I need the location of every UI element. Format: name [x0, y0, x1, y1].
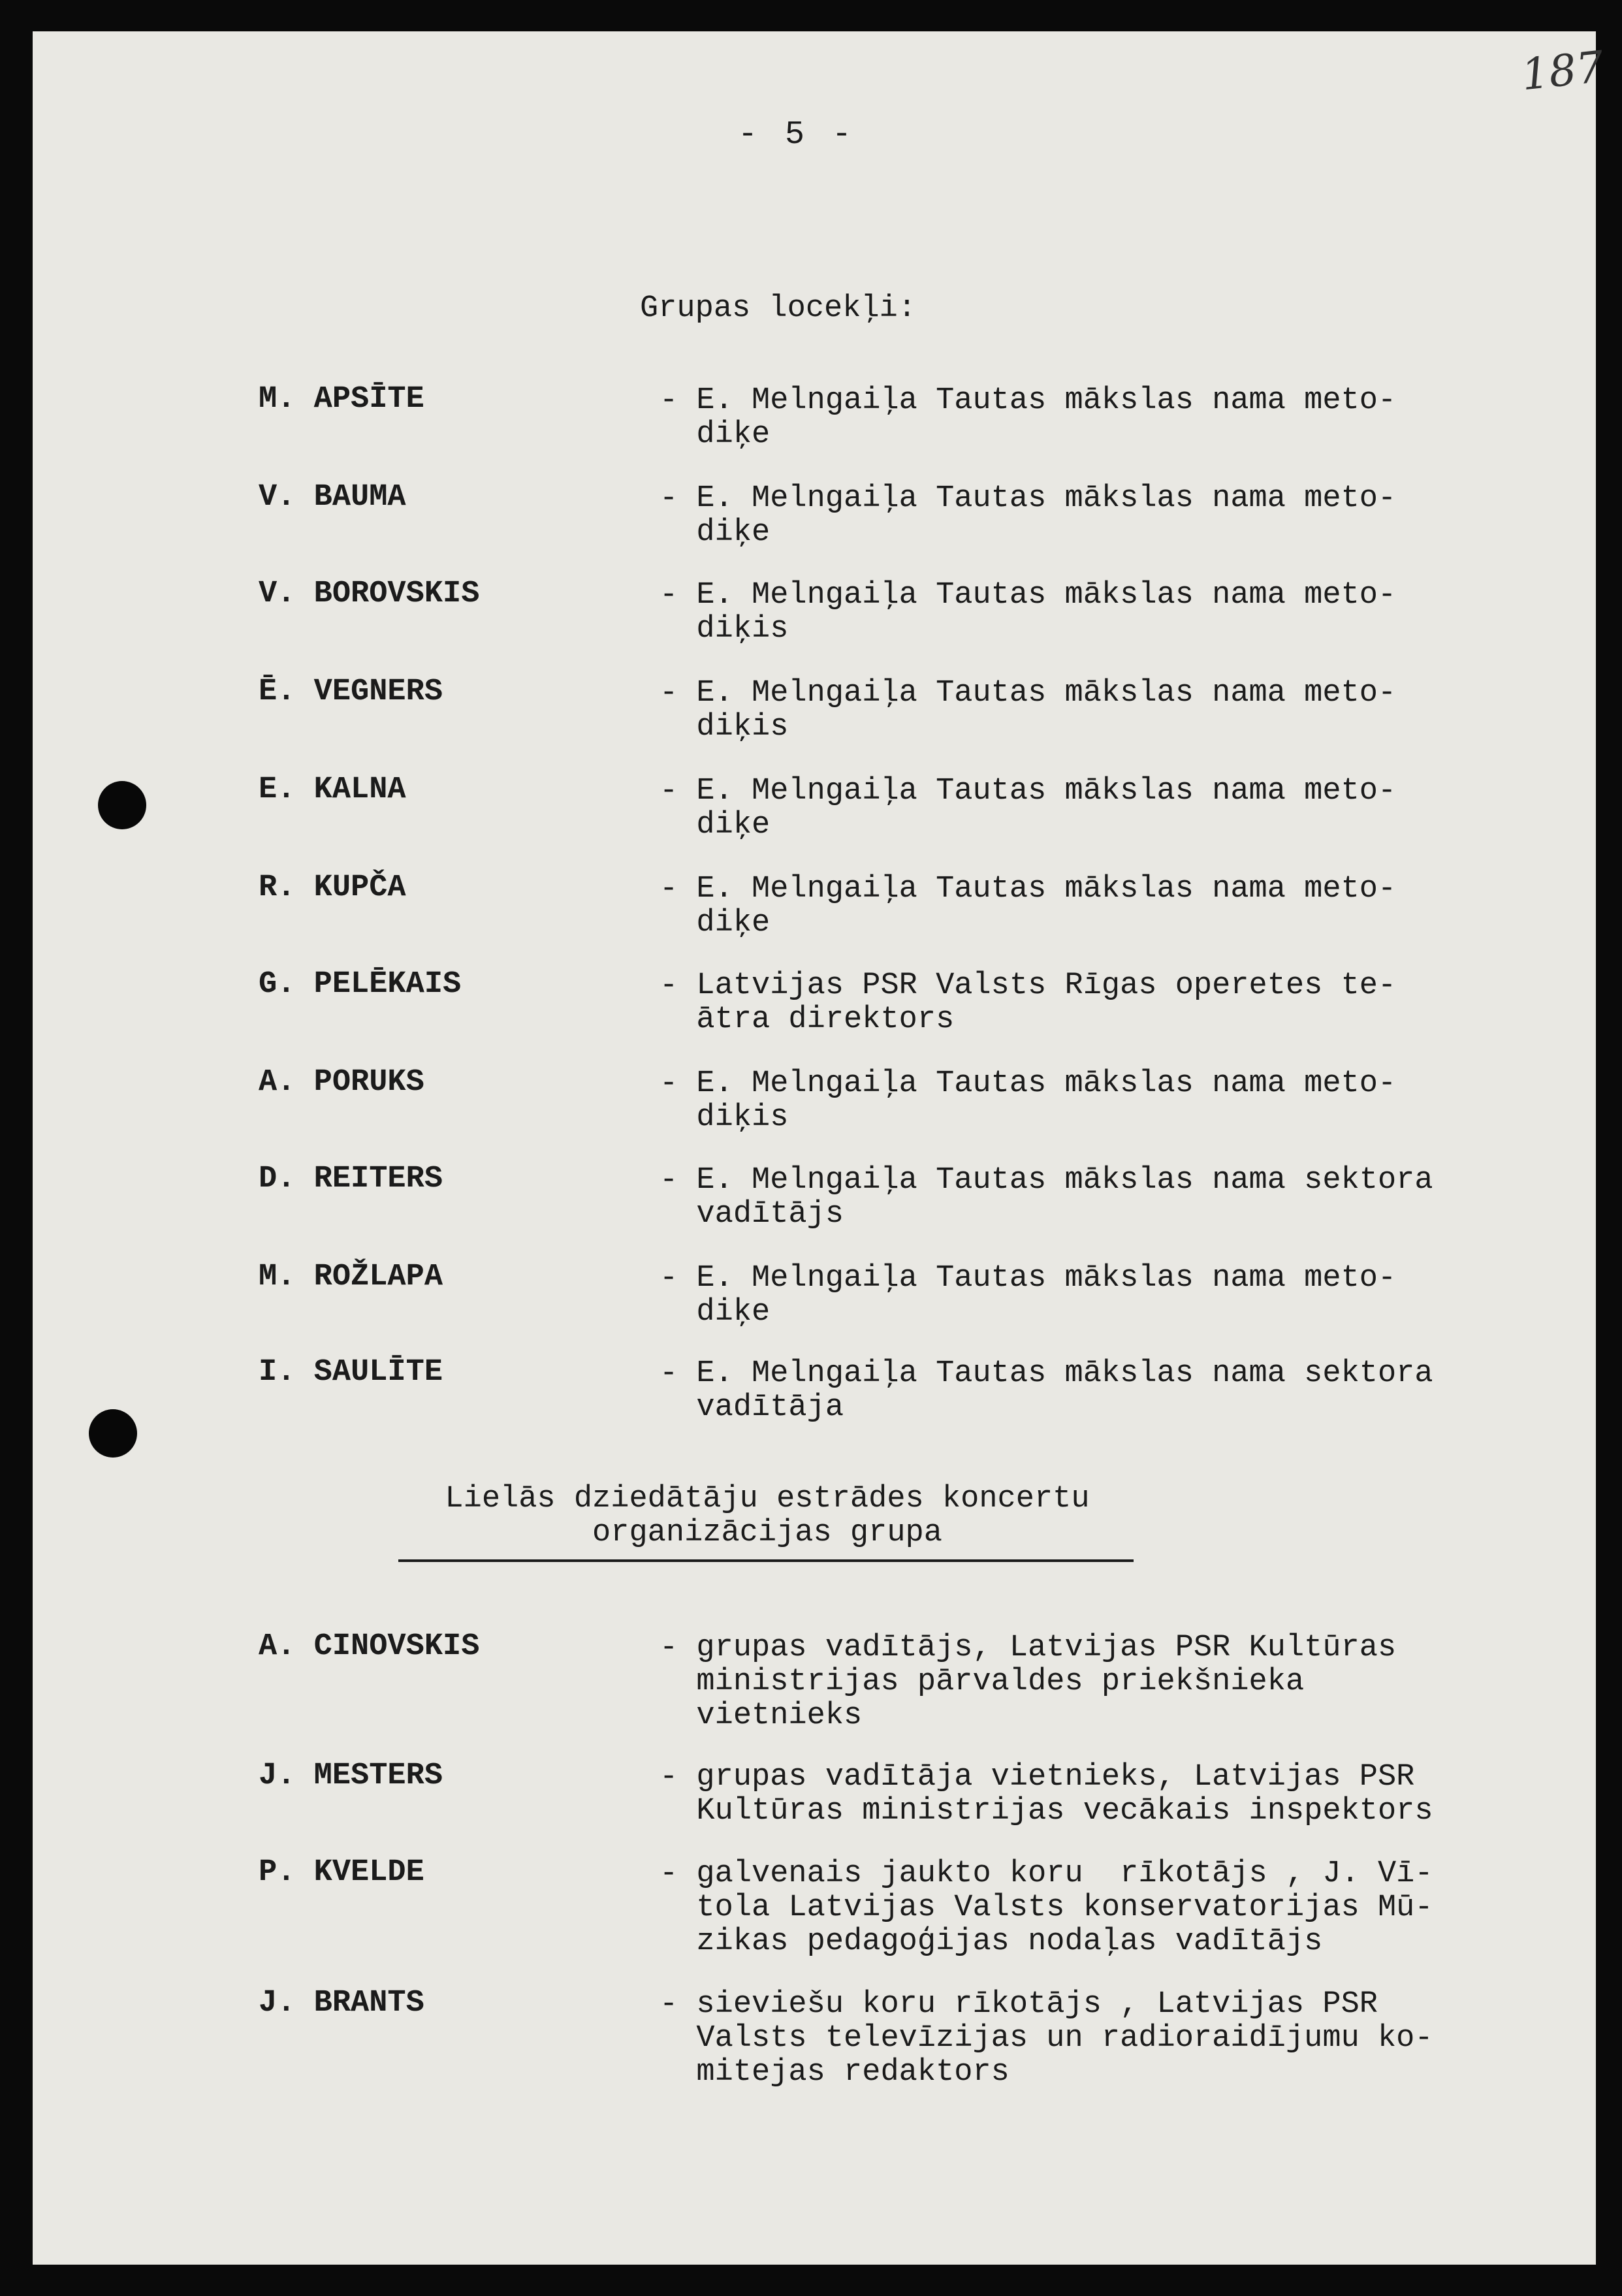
concert-member-name: J. MESTERS	[259, 1759, 443, 1793]
concert-member-name: A. CINOVSKIS	[259, 1629, 480, 1664]
member-name: I. SAULĪTE	[259, 1355, 443, 1390]
members-heading: Grupas locekļi:	[640, 291, 917, 326]
title-underline	[398, 1559, 1134, 1562]
member-name: V. BAUMA	[259, 480, 406, 515]
page-number: - 5 -	[738, 116, 856, 153]
member-description: - E. Melngaiļa Tautas mākslas nama meto- diķe	[660, 774, 1397, 842]
concert-member-name: P. KVELDE	[259, 1855, 424, 1890]
punch-hole	[89, 1409, 137, 1458]
concert-member-description: - grupas vadītāja vietnieks, Latvijas PSR Kultūras ministrijas vecākais inspektors	[660, 1760, 1433, 1828]
member-name: D. REITERS	[259, 1162, 443, 1196]
member-name: V. BOROVSKIS	[259, 577, 480, 611]
member-description: - E. Melngaiļa Tautas mākslas nama meto- diķis	[660, 1066, 1397, 1135]
member-name: R. KUPČA	[259, 870, 406, 905]
member-description: - E. Melngaiļa Tautas mākslas nama meto- diķe	[660, 481, 1397, 550]
concert-member-description: - galvenais jaukto koru rīkotājs , J. Vī- tola Latvijas Valsts konservatorijas Mū- zikas pedagoģijas nodaļas vadītājs	[660, 1857, 1433, 1959]
member-description: - E. Melngaiļa Tautas mākslas nama meto- diķis	[660, 676, 1397, 744]
concert-member-description: - grupas vadītājs, Latvijas PSR Kultūras ministrijas pārvaldes priekšnieka vietnieks	[660, 1631, 1397, 1733]
concert-member-description: - sieviešu koru rīkotājs , Latvijas PSR Valsts televīzijas un radioraidījumu ko- mitejas redaktors	[660, 1987, 1433, 2090]
member-description: - E. Melngaiļa Tautas mākslas nama meto- diķe	[660, 383, 1397, 452]
member-name: Ē. VEGNERS	[259, 675, 443, 709]
member-name: M. ROŽLAPA	[259, 1260, 443, 1294]
concert-group-title: Lielās dziedātāju estrādes koncertu organizācijas grupa	[445, 1482, 1090, 1550]
member-description: - E. Melngaiļa Tautas mākslas nama sektora vadītāja	[660, 1356, 1433, 1425]
archive-page-number: 187	[1519, 41, 1606, 101]
punch-hole	[98, 781, 146, 829]
member-name: G. PELĒKAIS	[259, 967, 462, 1002]
member-name: M. APSĪTE	[259, 382, 424, 417]
document-page	[33, 31, 1606, 2265]
member-name: A. PORUKS	[259, 1065, 424, 1100]
member-description: - Latvijas PSR Valsts Rīgas operetes te- ātra direktors	[660, 968, 1397, 1037]
concert-member-name: J. BRANTS	[259, 1986, 424, 2020]
member-description: - E. Melngaiļa Tautas mākslas nama meto- diķe	[660, 872, 1397, 940]
member-description: - E. Melngaiļa Tautas mākslas nama sektora vadītājs	[660, 1163, 1433, 1232]
member-description: - E. Melngaiļa Tautas mākslas nama meto- diķis	[660, 578, 1397, 646]
member-name: E. KALNA	[259, 773, 406, 807]
member-description: - E. Melngaiļa Tautas mākslas nama meto- diķe	[660, 1261, 1397, 1330]
